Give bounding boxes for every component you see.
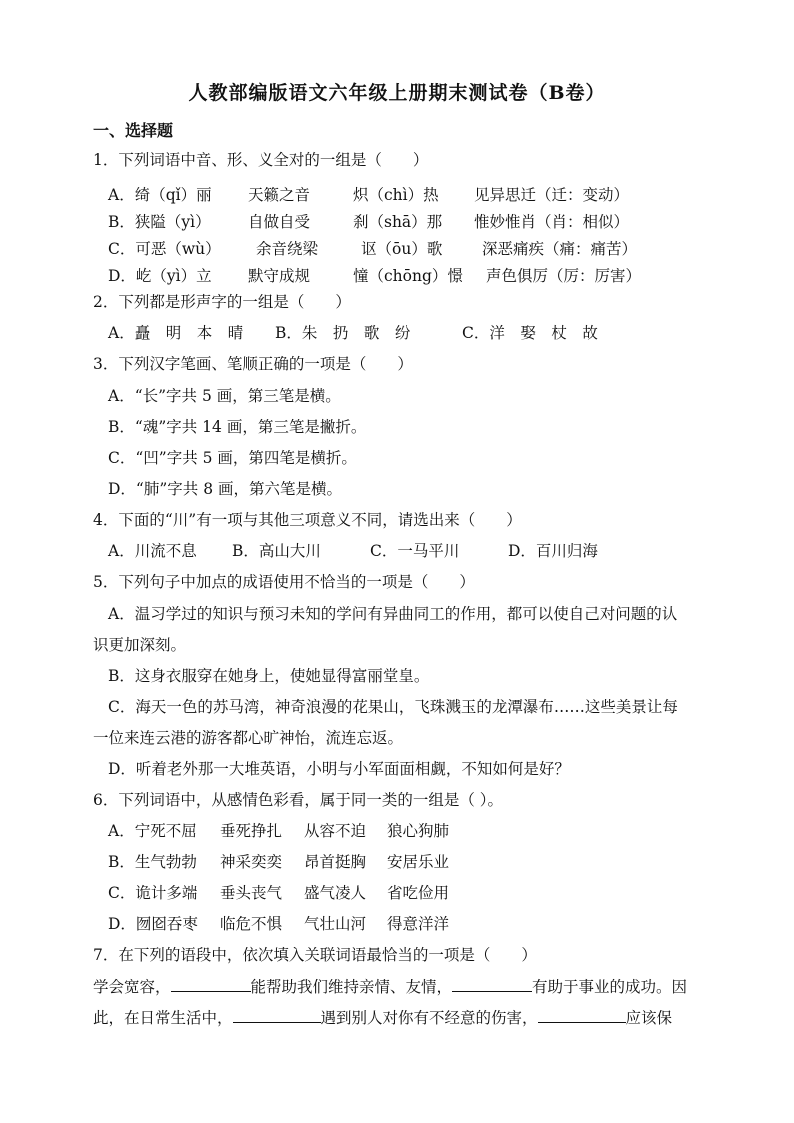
option-cell: 神采奕奕 xyxy=(220,853,283,871)
option-cell: C．诡计多端 xyxy=(108,884,198,902)
question-1-option-c xyxy=(108,237,708,257)
option-a: A．矗 明 本 晴 xyxy=(108,324,244,342)
question-7-passage-line1 xyxy=(93,975,687,997)
fill-blank-1[interactable] xyxy=(171,975,251,992)
option-cell: 炽（chì）热 xyxy=(353,186,439,204)
option-cell: 深恶痛疾（痛：痛苦） xyxy=(482,240,638,258)
option-cell: 默守成规 xyxy=(248,267,311,285)
option-b: B．朱 扔 歌 纷 xyxy=(275,324,411,342)
question-4-options xyxy=(108,539,628,559)
passage-text: 有助于事业的成功。因 xyxy=(532,978,688,996)
question-5-option-a-line1: A．温习学过的知识与预习未知的学问有异曲同工的作用，都可以使自己对问题的认 xyxy=(108,605,678,623)
question-6-option-b xyxy=(108,850,608,870)
option-cell: 昂首挺胸 xyxy=(304,853,367,871)
section-heading: 一、选择题 xyxy=(93,121,174,140)
option-c: C．一马平川 xyxy=(370,542,460,560)
question-1-option-a xyxy=(108,183,708,203)
question-4-stem: 4．下面的“川”有一项与其他三项意义不同，请选出来（ ） xyxy=(93,511,522,529)
option-cell: 垂头丧气 xyxy=(220,884,283,902)
option-cell: D．囫囵吞枣 xyxy=(108,915,198,933)
question-3-option-d: D．“肺”字共 8 画，第六笔是横。 xyxy=(108,480,342,498)
question-3-option-b: B．“魂”字共 14 画，第三笔是撇折。 xyxy=(108,418,367,436)
option-cell: 讴（ōu）歌 xyxy=(361,240,443,258)
option-cell: B．狭隘（yì） xyxy=(108,213,211,231)
question-2-stem: 2．下列都是形声字的一组是（ ） xyxy=(93,293,351,311)
option-cell: B．生气勃勃 xyxy=(108,853,197,871)
option-cell: 惟妙惟肖（肖：相似） xyxy=(474,213,630,231)
question-6-stem: 6．下列词语中，从感情色彩看，属于同一类的一组是（ ）。 xyxy=(93,791,504,809)
option-c: C．洋 娶 杖 故 xyxy=(462,324,598,342)
question-6-option-a xyxy=(108,819,608,839)
question-5-option-a-line2: 识更加深刻。 xyxy=(93,636,187,654)
option-b: B．高山大川 xyxy=(232,542,321,560)
option-cell: 省吃俭用 xyxy=(387,884,450,902)
question-5-option-b: B．这身衣服穿在她身上，使她显得富丽堂皇。 xyxy=(108,667,430,685)
option-cell: C．可恶（wù） xyxy=(108,240,221,258)
option-cell: 刹（shā）那 xyxy=(353,213,443,231)
option-cell: 见异思迁（迁：变动） xyxy=(474,186,630,204)
question-7-passage-line2 xyxy=(93,1006,672,1028)
passage-text: 应该保 xyxy=(625,1009,673,1027)
option-cell: 垂死挣扎 xyxy=(220,822,283,840)
option-cell: 声色俱厉（厉：厉害） xyxy=(486,267,642,285)
fill-blank-2[interactable] xyxy=(452,975,532,992)
fill-blank-3[interactable] xyxy=(233,1006,321,1023)
passage-text: 遇到别人对你有不经意的伤害， xyxy=(320,1009,538,1027)
question-7-stem: 7．在下列的语段中，依次填入关联词语最恰当的一项是（ ） xyxy=(93,946,537,964)
option-cell: 安居乐业 xyxy=(387,853,450,871)
question-6-option-d xyxy=(108,912,608,932)
page-title: 人教部编版语文六年级上册期末测试卷（B卷） xyxy=(188,82,606,104)
question-5-option-c-line2: 一位来连云港的游客都心旷神怡，流连忘返。 xyxy=(93,729,404,747)
option-cell: 盛气凌人 xyxy=(304,884,367,902)
question-5-option-c-line1: C．海天一色的苏马湾，神奇浪漫的花果山，飞珠溅玉的龙潭瀑布……这些美景让每 xyxy=(108,698,678,716)
question-6-option-c xyxy=(108,881,608,901)
option-cell: 憧（chōng）憬 xyxy=(353,267,463,285)
option-cell: 从容不迫 xyxy=(304,822,367,840)
option-cell: 自做自受 xyxy=(248,213,311,231)
option-a: A．川流不息 xyxy=(108,542,197,560)
option-cell: A．宁死不屈 xyxy=(108,822,197,840)
passage-text: 学会宽容， xyxy=(93,978,171,996)
question-3-option-a: A．“长”字共 5 画，第三笔是横。 xyxy=(108,387,341,405)
question-2-options xyxy=(108,321,628,341)
question-1-option-b xyxy=(108,210,708,230)
option-cell: 天籁之音 xyxy=(248,186,311,204)
passage-text: 此，在日常生活中， xyxy=(93,1009,233,1027)
option-cell: 得意洋洋 xyxy=(387,915,450,933)
passage-text: 能帮助我们维持亲情、友情， xyxy=(250,978,453,996)
option-cell: 气壮山河 xyxy=(304,915,367,933)
question-5-stem: 5．下列句子中加点的成语使用不恰当的一项是（ ） xyxy=(93,573,475,591)
option-cell: 临危不惧 xyxy=(220,915,283,933)
option-cell: D．屹（yì）立 xyxy=(108,267,212,285)
question-3-option-c: C．“凹”字共 5 画，第四笔是横折。 xyxy=(108,449,357,467)
option-cell: 狼心狗肺 xyxy=(387,822,450,840)
question-5-option-d: D．听着老外那一大堆英语，小明与小军面面相觑，不知如何是好？ xyxy=(108,760,570,778)
question-3-stem: 3．下列汉字笔画、笔顺正确的一项是（ ） xyxy=(93,355,413,373)
option-cell: 余音绕梁 xyxy=(256,240,319,258)
question-1-option-d xyxy=(108,264,708,284)
option-d: D．百川归海 xyxy=(508,542,598,560)
question-1-stem: 1．下列词语中音、形、义全对的一组是（ ） xyxy=(93,151,429,169)
option-cell: A．绮（qǐ）丽 xyxy=(108,186,212,204)
fill-blank-4[interactable] xyxy=(538,1006,626,1023)
